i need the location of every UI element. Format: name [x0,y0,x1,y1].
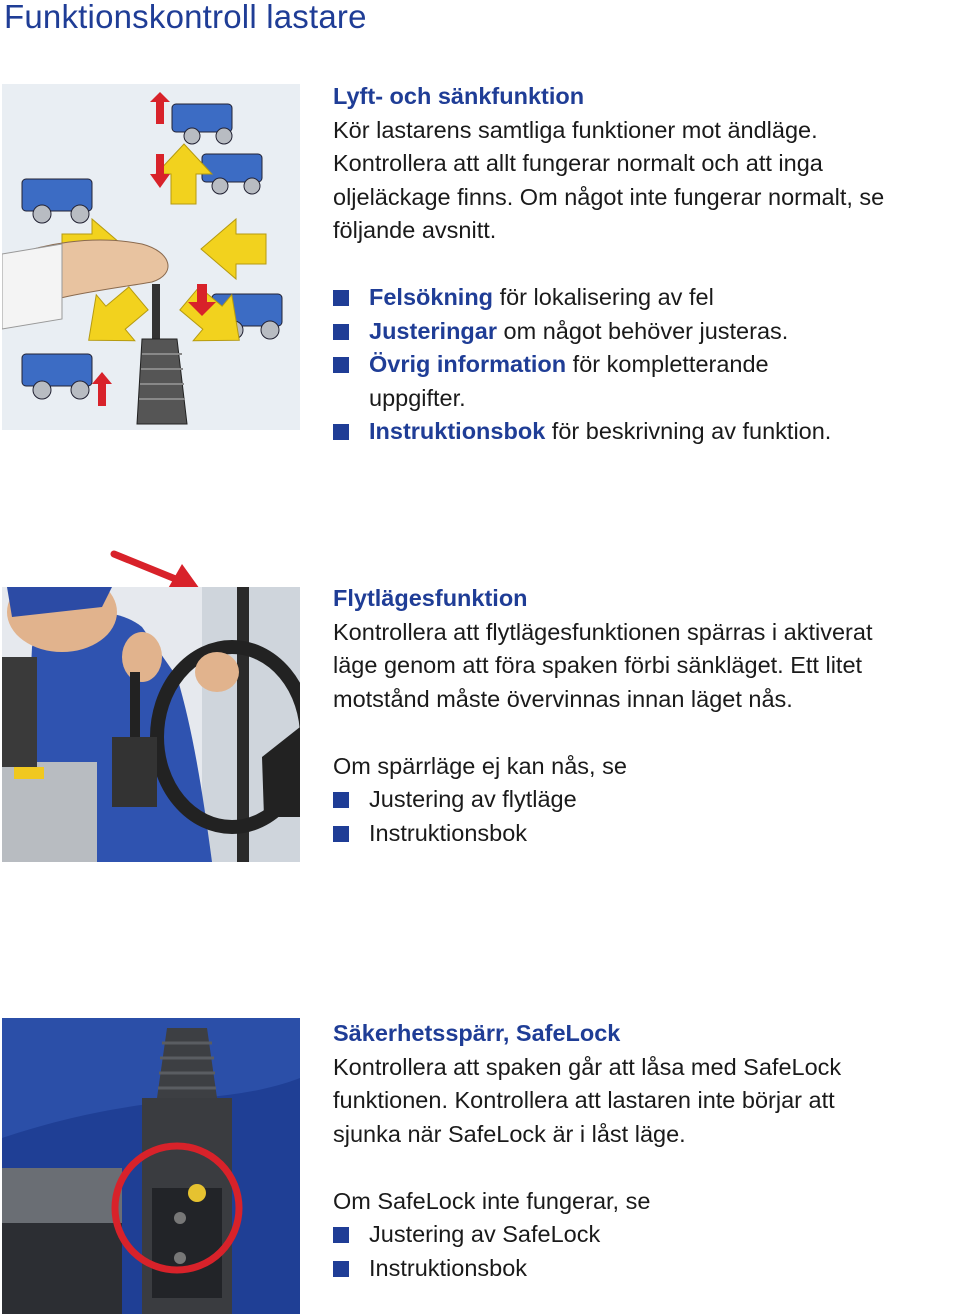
body-line: funktionen. Kontrollera att lastaren inte börjar att [333,1087,835,1113]
body-line: följande avsnitt. [333,217,497,243]
body-line: oljeläckage finns. Om något inte fungerar normalt, se [333,183,885,210]
reference-list [333,1218,958,1285]
section-lift-lower-text [333,80,958,449]
link-felsokning[interactable]: Felsökning [369,284,494,310]
safelock-lever-photo [2,1018,300,1314]
list-item [333,1252,958,1286]
reference-list [333,281,958,449]
list-item [333,281,958,315]
list-item-text: Instruktionsbok [369,1254,528,1281]
link-ovrig-information[interactable]: Övrig information [369,351,567,377]
link-justeringar[interactable]: Justeringar [369,317,497,344]
body-line: Kör lastarens samtliga funktioner mot ändläge. [333,116,818,143]
list-item [333,415,958,449]
safelock-lever-drawing [2,1018,300,1314]
bullet-square-icon [333,424,349,440]
body-line: läge genom att föra spaken förbi sänkläget. Ett litet [333,652,863,678]
list-item [333,315,958,349]
bullet-square-icon [333,826,349,842]
list-item [333,348,958,415]
operator-cab-photo [2,587,300,862]
section-heading: Säkerhetsspärr, SafeLock [333,1020,621,1046]
bullet-square-icon [333,324,349,340]
lever-functions-illustration [2,84,300,430]
bullet-square-icon [333,1261,349,1277]
list-item-text: för lokalisering av fel [493,284,714,310]
page-title: Funktionskontroll lastare [4,0,367,35]
reference-list [333,783,958,850]
list-item [333,783,958,817]
list-item-text: Instruktionsbok [369,819,528,846]
list-item [333,817,958,851]
bullet-square-icon [333,290,349,306]
list-item [333,1218,958,1252]
body-line: motstånd måste övervinnas innan läget nås. [333,685,793,712]
list-item-text: Justering av SafeLock [369,1221,601,1247]
intro-line: Om SafeLock inte fungerar, se [333,1187,651,1214]
section-heading: Lyft- och sänkfunktion [333,83,585,109]
section-heading: Flytlägesfunktion [333,585,528,611]
section-float-text [333,582,958,850]
bullet-square-icon [333,1227,349,1243]
list-item-text: uppgifter. [369,384,466,411]
section-safelock-text [333,1017,958,1285]
operator-cab-drawing [2,587,300,862]
bullet-square-icon [333,357,349,373]
list-item-text: om något behöver justeras. [497,317,789,344]
body-line: Kontrollera att allt fungerar normalt och att inga [333,150,823,176]
lever-functions-drawing [2,84,300,430]
body-line: sjunka när SafeLock är i låst läge. [333,1120,686,1147]
list-item-text: Justering av flytläge [369,786,577,812]
bullet-square-icon [333,792,349,808]
intro-line: Om spärrläge ej kan nås, se [333,752,627,779]
body-line: Kontrollera att spaken går att låsa med SafeLock [333,1053,842,1080]
link-instruktionsbok[interactable]: Instruktionsbok [369,418,546,444]
list-item-text: för beskrivning av funktion. [545,418,832,444]
body-line: Kontrollera att flytlägesfunktionen spärras i aktiverat [333,618,873,645]
list-item-text: för kompletterande [566,351,769,377]
